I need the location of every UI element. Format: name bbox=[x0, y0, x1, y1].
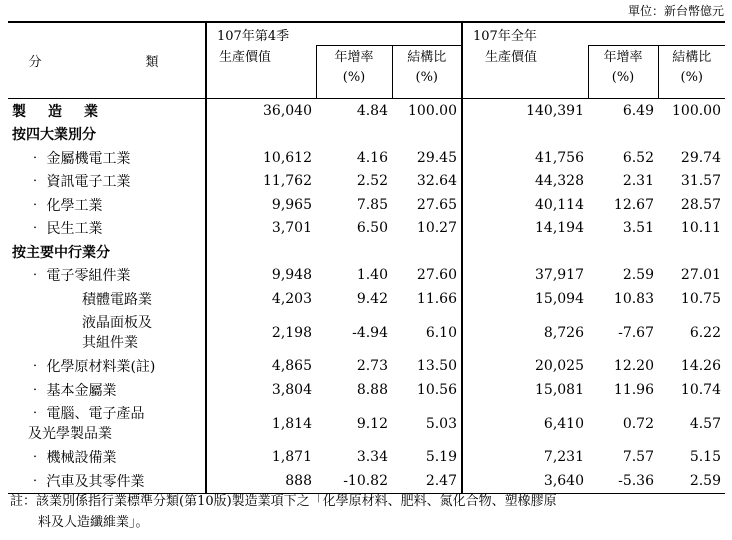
cell: 9.42 bbox=[356, 290, 388, 307]
table-row bbox=[8, 217, 725, 241]
cell: 12.20 bbox=[613, 358, 654, 375]
cell: 10.56 bbox=[416, 381, 457, 398]
cell: 1,871 bbox=[206, 446, 316, 470]
cell: 2.59 bbox=[622, 267, 654, 284]
cell: 7.57 bbox=[622, 449, 654, 466]
cell: 100.00 bbox=[392, 99, 462, 123]
table-row bbox=[8, 170, 725, 194]
row-label: 製 造 業 bbox=[8, 99, 206, 123]
footnote-line-1: 註：該業別係指行業標準分類(第10版)製造業項下之「化學原材料、肥料、氮化合物、塑橡膠原 bbox=[10, 494, 557, 509]
cell: 41,756 bbox=[462, 146, 588, 170]
row-label: ‧ 化學工業 bbox=[28, 197, 103, 214]
cell: 28.57 bbox=[680, 196, 721, 213]
cell: 11.66 bbox=[416, 290, 457, 307]
cell: 9,948 bbox=[206, 264, 316, 288]
cell: 27.65 bbox=[416, 196, 457, 213]
cell: 27.01 bbox=[680, 267, 721, 284]
cell: 11,762 bbox=[206, 170, 316, 194]
cell: 32.64 bbox=[416, 173, 457, 190]
section-label: 按主要中行業分 bbox=[12, 244, 110, 261]
cell: 10.27 bbox=[416, 220, 457, 237]
cell: 44,328 bbox=[462, 170, 588, 194]
cell: 2.31 bbox=[622, 173, 654, 190]
cell: 6.49 bbox=[588, 99, 658, 123]
year-growth-header: 年增率 (%) bbox=[588, 46, 658, 99]
cell: 4,203 bbox=[206, 287, 316, 311]
cell: 36,040 bbox=[206, 99, 316, 123]
cell: 2.59 bbox=[658, 469, 725, 493]
footnote-line-2: 料及人造纖維業」。 bbox=[38, 515, 149, 530]
cell: 31.57 bbox=[680, 173, 721, 190]
q4-share-header: 結構比 (%) bbox=[392, 46, 462, 99]
cell: 5.19 bbox=[425, 449, 457, 466]
cell: 6,410 bbox=[462, 402, 588, 446]
cell: 10.83 bbox=[613, 290, 654, 307]
row-label: 液晶面板及 其組件業 bbox=[82, 314, 152, 351]
q4-growth-header: 年增率 (%) bbox=[316, 46, 392, 99]
q4-value-header: 生產價值 bbox=[206, 46, 316, 99]
cell: -10.82 bbox=[316, 469, 392, 493]
cell: 8.88 bbox=[356, 381, 388, 398]
cell: 5.15 bbox=[689, 449, 721, 466]
cell: 4.57 bbox=[689, 415, 721, 432]
cell: 6.52 bbox=[622, 149, 654, 166]
cell: -7.67 bbox=[618, 324, 654, 341]
cell: 7.85 bbox=[356, 196, 388, 213]
category-header: 分 類 bbox=[8, 22, 206, 99]
section-row bbox=[8, 240, 725, 264]
row-label: ‧ 資訊電子工業 bbox=[28, 174, 131, 191]
table-row bbox=[8, 99, 725, 123]
cell: 888 bbox=[206, 469, 316, 493]
period-q4-header: 107年第4季 bbox=[206, 22, 462, 46]
table-row bbox=[8, 446, 725, 470]
cell: 27.60 bbox=[416, 267, 457, 284]
row-label: ‧ 民生工業 bbox=[28, 221, 103, 238]
table-row bbox=[8, 469, 725, 493]
unit-label: 單位：新台幣億元 bbox=[627, 4, 724, 18]
cell: 4,865 bbox=[206, 355, 316, 379]
cell: 3,804 bbox=[206, 378, 316, 402]
cell: 100.00 bbox=[658, 99, 725, 123]
cell: 6.22 bbox=[689, 324, 721, 341]
cell: 6.10 bbox=[425, 324, 457, 341]
year-value-header: 生產價值 bbox=[462, 46, 588, 99]
table-row bbox=[8, 378, 725, 402]
row-label: ‧ 電腦、電子產品 及光學製品業 bbox=[28, 405, 145, 442]
cell: 12.67 bbox=[613, 196, 654, 213]
table-row bbox=[8, 264, 725, 288]
cell: 11.96 bbox=[613, 381, 654, 398]
cell: 14,194 bbox=[462, 217, 588, 241]
footnote bbox=[10, 491, 722, 533]
cell: 1,814 bbox=[206, 402, 316, 446]
cell: 4.84 bbox=[316, 99, 392, 123]
cell: 3.51 bbox=[622, 220, 654, 237]
cell: 37,917 bbox=[462, 264, 588, 288]
row-label: 積體電路業 bbox=[82, 291, 152, 308]
cell: 140,391 bbox=[462, 99, 588, 123]
row-label: ‧ 基本金屬業 bbox=[28, 382, 117, 399]
period-year-header: 107年全年 bbox=[462, 22, 725, 46]
section-label: 按四大業別分 bbox=[12, 127, 96, 144]
table-row bbox=[8, 146, 725, 170]
cell: 40,114 bbox=[462, 193, 588, 217]
cell: 3,701 bbox=[206, 217, 316, 241]
cell: 3,640 bbox=[462, 469, 588, 493]
row-label: ‧ 化學原材料業(註) bbox=[28, 359, 156, 376]
cell: 2.47 bbox=[392, 469, 462, 493]
table-row bbox=[8, 193, 725, 217]
year-share-header: 結構比 (%) bbox=[658, 46, 725, 99]
cell: 9,965 bbox=[206, 193, 316, 217]
row-label: ‧ 機械設備業 bbox=[28, 450, 117, 467]
row-label: ‧ 汽車及其零件業 bbox=[8, 469, 206, 493]
cell: 1.40 bbox=[356, 267, 388, 284]
cell: 3.34 bbox=[356, 449, 388, 466]
cell: 6.50 bbox=[356, 220, 388, 237]
cell: 8,726 bbox=[462, 311, 588, 355]
cell: -5.36 bbox=[588, 469, 658, 493]
cell: 10,612 bbox=[206, 146, 316, 170]
table-row bbox=[8, 287, 725, 311]
cell: 0.72 bbox=[622, 415, 654, 432]
table-row bbox=[8, 311, 725, 355]
row-label: ‧ 金屬機電工業 bbox=[28, 150, 131, 167]
cell: 13.50 bbox=[416, 358, 457, 375]
cell: 10.11 bbox=[680, 220, 721, 237]
cell: 5.03 bbox=[425, 415, 457, 432]
cell: 14.26 bbox=[680, 358, 721, 375]
cell: 2.73 bbox=[356, 358, 388, 375]
cell: 2,198 bbox=[206, 311, 316, 355]
row-label: ‧ 電子零組件業 bbox=[28, 268, 131, 285]
cell: 15,081 bbox=[462, 378, 588, 402]
cell: 4.16 bbox=[356, 149, 388, 166]
cell: 15,094 bbox=[462, 287, 588, 311]
section-row bbox=[8, 123, 725, 147]
production-value-table bbox=[8, 21, 725, 494]
cell: 10.75 bbox=[680, 290, 721, 307]
cell: 20,025 bbox=[462, 355, 588, 379]
cell: -4.94 bbox=[352, 324, 388, 341]
cell: 29.45 bbox=[416, 149, 457, 166]
cell: 9.12 bbox=[356, 415, 388, 432]
cell: 10.74 bbox=[680, 381, 721, 398]
table-row bbox=[8, 355, 725, 379]
cell: 2.52 bbox=[356, 173, 388, 190]
cell: 29.74 bbox=[680, 149, 721, 166]
cell: 7,231 bbox=[462, 446, 588, 470]
table-row bbox=[8, 402, 725, 446]
